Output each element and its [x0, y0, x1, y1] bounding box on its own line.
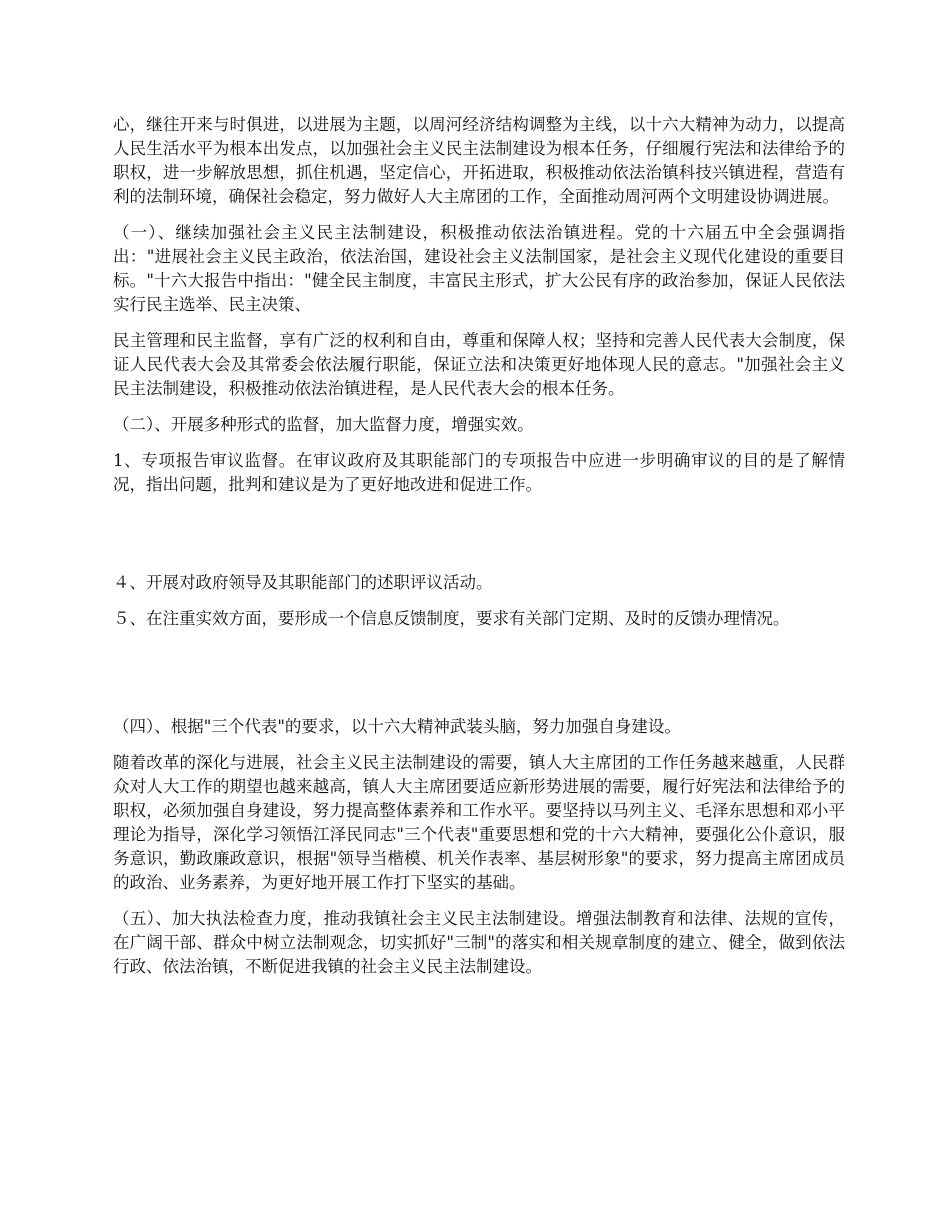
paragraph-intro: 心，继往开来与时俱进，以进展为主题，以周河经济结构调整为主线，以十六大精神为动力，以提高人民生活水平为根本出发点，以加强社会主义民主法制建设为根本任务，仔细履行宪法和法律给予的职权，进一步解放思想，抓住机遇，坚定信心，开拓进取，积极推动依法治镇科技兴镇进程，营造有利的法制环境，确保社会稳定，努力做好人大主席团的工作，全面推动周河两个文明建设协调进展。	[113, 115, 845, 206]
paragraph-section-1: （一）、继续加强社会主义民主法制建设，积极推动依法治镇进程。党的十六届五中全会强调指出："进展社会主义民主政治，依法治国，建设社会主义法制国家，是社会主义现代化建设的重要目标。"十六大报告中指出："健全民主制度，丰富民主形式，扩大公民有序的政治参加，保证人民依法实行民主选举、民主决策、	[113, 223, 845, 314]
paragraph-section-5: （五）、加大执法检查力度，推动我镇社会主义民主法制建设。增强法制教育和法律、法规的宣传，在广阔干部、群众中树立法制观念，切实抓好"三制"的落实和相关规章制度的建立、健全，做到依法行政、依法治镇，不断促进我镇的社会主义民主法制建设。	[113, 909, 845, 976]
paragraph-item-4: ４、开展对政府领导及其职能部门的述职评议活动。	[113, 573, 493, 592]
document-body	[113, 113, 845, 991]
paragraph-item-1: 1、专项报告审议监督。在审议政府及其职能部门的专项报告中应进一步明确审议的目的是了解情况，指出问题，批判和建议是为了更好地改进和促进工作。	[113, 451, 845, 494]
blank-space	[113, 509, 845, 571]
blank-space	[113, 643, 845, 715]
paragraph-section-1-continued: 民主管理和民主监督，享有广泛的权利和自由，尊重和保障人权；坚持和完善人民代表大会制度，保证人民代表大会及其常委会依法履行职能，保证立法和决策更好地体现人民的意志。"加强社会主义民主法制建设，积极推动依法治镇进程，是人民代表大会的根本任务。	[113, 331, 845, 398]
paragraph-section-2-heading: （二）、开展多种形式的监督，加大监督力度，增强实效。	[113, 415, 534, 434]
paragraph-item-5: ５、在注重实效方面，要形成一个信息反馈制度，要求有关部门定期、及时的反馈办理情况。	[113, 609, 790, 628]
paragraph-section-4-heading: （四）、根据"三个代表"的要求，以十六大精神武装头脑，努力加强自身建设。	[113, 717, 681, 736]
paragraph-section-4-body: 随着改革的深化与进展，社会主义民主法制建设的需要，镇人大主席团的工作任务越来越重，人民群众对人大工作的期望也越来越高，镇人大主席团要适应新形势进展的需要，履行好宪法和法律给予的职权，必须加强自身建设，努力提高整体素养和工作水平。要坚持以马列主义、毛泽东思想和邓小平理论为指导，深化学习领悟江泽民同志"三个代表"重要思想和党的十六大精神，要强化公仆意识，服务意识，勤政廉政意识，根据"领导当楷模、机关作表率、基层树形象"的要求，努力提高主席团成员的政治、业务素养，为更好地开展工作打下坚实的基础。	[113, 753, 845, 892]
